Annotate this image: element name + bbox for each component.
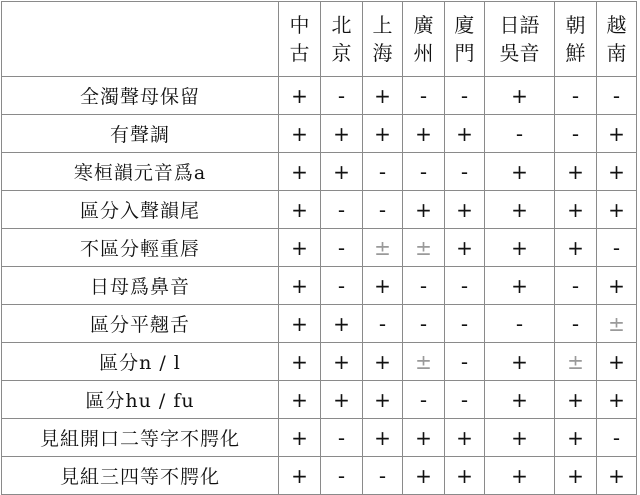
value-cell: + xyxy=(279,381,321,419)
value-cell: + xyxy=(597,381,637,419)
table-row xyxy=(2,77,637,115)
value-cell: + xyxy=(485,267,555,305)
header-row xyxy=(2,2,637,77)
value-cell: + xyxy=(321,381,363,419)
value-cell: + xyxy=(363,343,403,381)
value-cell: - xyxy=(321,457,363,495)
value-cell: ± xyxy=(555,343,597,381)
table-row xyxy=(2,229,637,267)
value-cell: - xyxy=(403,381,445,419)
value-cell: - xyxy=(485,305,555,343)
value-cell: + xyxy=(555,381,597,419)
value-cell: + xyxy=(363,267,403,305)
value-cell: - xyxy=(555,77,597,115)
table-row xyxy=(2,305,637,343)
value-cell: - xyxy=(403,77,445,115)
feature-label: 區分hu / fu xyxy=(2,381,279,419)
value-cell: + xyxy=(363,381,403,419)
comparison-table xyxy=(1,1,637,495)
value-cell: + xyxy=(403,191,445,229)
value-cell: - xyxy=(445,343,485,381)
value-cell: + xyxy=(555,457,597,495)
value-cell: - xyxy=(555,115,597,153)
feature-label: 全濁聲母保留 xyxy=(2,77,279,115)
value-cell: - xyxy=(445,305,485,343)
value-cell: + xyxy=(597,153,637,191)
header-corner-cell xyxy=(2,2,279,77)
column-header-guangzhou: 廣 州 xyxy=(403,2,445,77)
value-cell: + xyxy=(485,457,555,495)
table-row xyxy=(2,381,637,419)
feature-label: 區分n / l xyxy=(2,343,279,381)
table-row xyxy=(2,153,637,191)
value-cell: + xyxy=(485,153,555,191)
value-cell: + xyxy=(321,343,363,381)
table-row xyxy=(2,419,637,457)
feature-label: 寒桓韻元音爲a xyxy=(2,153,279,191)
value-cell: - xyxy=(597,419,637,457)
value-cell: - xyxy=(363,305,403,343)
value-cell: + xyxy=(485,419,555,457)
value-cell: - xyxy=(321,229,363,267)
feature-label: 日母爲鼻音 xyxy=(2,267,279,305)
feature-label: 有聲調 xyxy=(2,115,279,153)
value-cell: - xyxy=(363,191,403,229)
value-cell: - xyxy=(445,267,485,305)
value-cell: - xyxy=(445,77,485,115)
column-header-japanese-go-on: 日語 吳音 xyxy=(485,2,555,77)
value-cell: - xyxy=(403,305,445,343)
value-cell: + xyxy=(321,115,363,153)
value-cell: + xyxy=(445,457,485,495)
feature-label: 區分入聲韻尾 xyxy=(2,191,279,229)
column-header-shanghai: 上 海 xyxy=(363,2,403,77)
value-cell: + xyxy=(279,77,321,115)
value-cell: + xyxy=(485,191,555,229)
value-cell: ± xyxy=(403,343,445,381)
table-row xyxy=(2,115,637,153)
value-cell: + xyxy=(403,419,445,457)
value-cell: - xyxy=(597,77,637,115)
column-header-korean: 朝 鮮 xyxy=(555,2,597,77)
value-cell: + xyxy=(279,343,321,381)
value-cell: + xyxy=(555,191,597,229)
value-cell: + xyxy=(279,305,321,343)
value-cell: + xyxy=(597,191,637,229)
column-header-beijing: 北 京 xyxy=(321,2,363,77)
value-cell: - xyxy=(403,267,445,305)
value-cell: + xyxy=(485,77,555,115)
value-cell: - xyxy=(321,191,363,229)
value-cell: + xyxy=(403,115,445,153)
value-cell: + xyxy=(279,419,321,457)
value-cell: + xyxy=(279,153,321,191)
value-cell: - xyxy=(555,267,597,305)
table-row xyxy=(2,457,637,495)
value-cell: ± xyxy=(363,229,403,267)
table-row xyxy=(2,343,637,381)
value-cell: + xyxy=(485,229,555,267)
table-row xyxy=(2,267,637,305)
value-cell: ± xyxy=(597,305,637,343)
value-cell: - xyxy=(321,419,363,457)
value-cell: + xyxy=(597,457,637,495)
value-cell: + xyxy=(485,381,555,419)
value-cell: + xyxy=(279,267,321,305)
feature-label: 見組開口二等字不腭化 xyxy=(2,419,279,457)
table-row xyxy=(2,191,637,229)
value-cell: + xyxy=(279,191,321,229)
value-cell: + xyxy=(445,229,485,267)
value-cell: + xyxy=(597,115,637,153)
column-header-vietnamese: 越 南 xyxy=(597,2,637,77)
value-cell: + xyxy=(321,153,363,191)
value-cell: - xyxy=(321,267,363,305)
value-cell: + xyxy=(555,419,597,457)
value-cell: - xyxy=(363,153,403,191)
value-cell: + xyxy=(279,229,321,267)
value-cell: ± xyxy=(403,229,445,267)
value-cell: + xyxy=(555,153,597,191)
column-header-xiamen: 廈 門 xyxy=(445,2,485,77)
value-cell: - xyxy=(445,153,485,191)
value-cell: - xyxy=(555,305,597,343)
value-cell: + xyxy=(403,457,445,495)
value-cell: + xyxy=(445,115,485,153)
feature-label: 區分平翹舌 xyxy=(2,305,279,343)
value-cell: + xyxy=(485,343,555,381)
column-header-middle-chinese: 中 古 xyxy=(279,2,321,77)
feature-label: 不區分輕重唇 xyxy=(2,229,279,267)
feature-label: 見組三四等不腭化 xyxy=(2,457,279,495)
value-cell: - xyxy=(597,229,637,267)
value-cell: - xyxy=(445,381,485,419)
value-cell: + xyxy=(279,115,321,153)
value-cell: + xyxy=(555,229,597,267)
value-cell: + xyxy=(279,457,321,495)
value-cell: - xyxy=(363,457,403,495)
value-cell: + xyxy=(445,419,485,457)
value-cell: + xyxy=(363,115,403,153)
value-cell: + xyxy=(363,419,403,457)
value-cell: - xyxy=(321,77,363,115)
value-cell: + xyxy=(363,77,403,115)
value-cell: + xyxy=(597,267,637,305)
value-cell: - xyxy=(403,153,445,191)
value-cell: + xyxy=(597,343,637,381)
value-cell: + xyxy=(445,191,485,229)
value-cell: + xyxy=(321,305,363,343)
value-cell: - xyxy=(485,115,555,153)
